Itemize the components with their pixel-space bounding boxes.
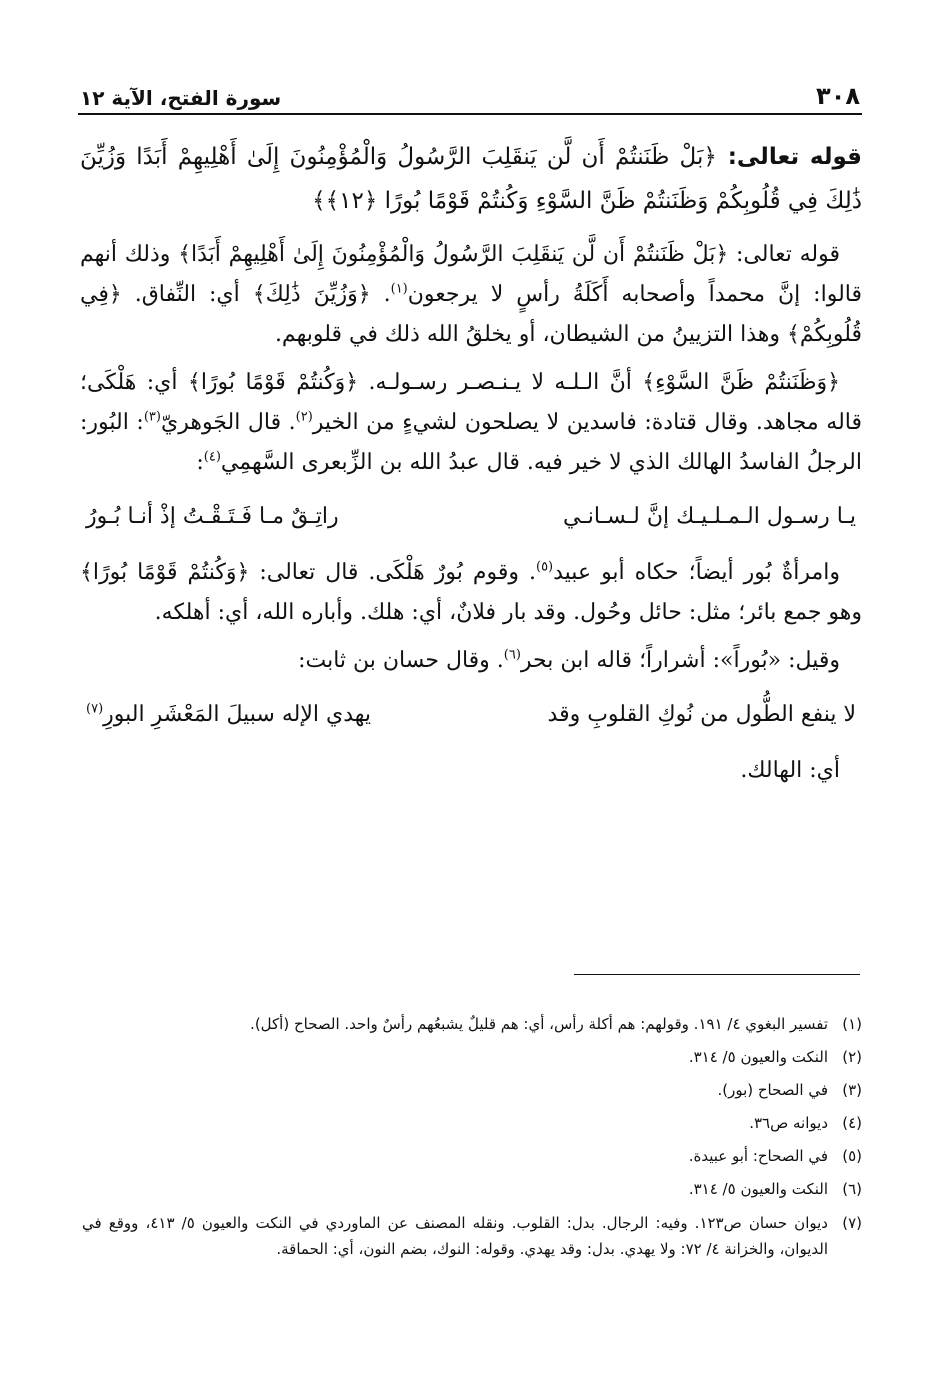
paragraph-2	[80, 363, 862, 483]
paragraph-1-text-a: قوله تعالى: ﴿بَلْ ظَنَنتُمْ أَن لَّن يَنقَلِبَ الرَّسُولُ وَالْمُؤْمِنُونَ إِلَىٰ أَهْلِيهِمْ أَبَدًا﴾ وذلك أنهم قالوا: إنَّ محمداً وأصحابه أَكَلَةُ رأسٍ لا يرجعون	[80, 242, 862, 307]
poetry-verse-2	[80, 695, 862, 735]
verse-1-second-hemistich: راتِـقٌ مـا فَـتَـقْـتُ إذْ أنـا بُـورُ	[86, 504, 339, 529]
footnote-ref-6: (٦)	[503, 647, 521, 663]
lead-verse	[80, 135, 862, 223]
footnote-5	[82, 1140, 862, 1173]
paragraph-4-text-b: . وقال حسان بن ثابت:	[298, 648, 504, 673]
footnote-text: النكت والعيون ٥/ ٣١٤.	[688, 1180, 828, 1198]
paragraph-3	[80, 553, 862, 633]
footnote-6	[82, 1173, 862, 1206]
footnotes	[82, 1008, 862, 1262]
paragraph-2-text-b: . قال الجَوهريّ	[160, 410, 296, 435]
verse-2-second-hemistich	[86, 695, 371, 735]
paragraph-1	[80, 235, 862, 355]
paragraph-5: أي: الهالك.	[740, 758, 840, 783]
paragraph-1-text-b: . ﴿وَزُيِّنَ ذَٰلِكَ﴾ أي: النِّفاق. ﴿فِي قُلُوبِكُمْ﴾ وهذا التزيينُ من الشيطان، أو يخلقُ الله ذلك في قلوبهم.	[80, 282, 862, 347]
header-rule	[78, 113, 862, 115]
page-number: ٣٠٨	[816, 82, 860, 110]
footnote-text: في الصحاح: أبو عبيدة.	[688, 1147, 828, 1165]
poetry-verse-1	[80, 497, 862, 537]
footnote-ref-3: (٣)	[143, 409, 161, 425]
paragraph-4	[80, 641, 862, 681]
footnote-text: تفسير البغوي ٤/ ١٩١. وقولهم: هم أكلة رأس، أي: هم قليلٌ يشبعُهم رأسٌ واحد. الصحاح (أكل).	[250, 1015, 828, 1033]
footnote-number: (٢)	[842, 1048, 862, 1066]
paragraph-3-text-b: . وقوم بُورٌ هَلْكَى. قال تعالى: ﴿وَكُنتُمْ قَوْمًا بُورًا﴾ وهو جمع بائر؛ مثل: حائل وحُول. وقد بار فلانٌ، أي: هلك. وأباره الله، أي: أهلكه.	[80, 560, 862, 625]
footnote-text: ديوان حسان ص١٢٣. وفيه: الرجال. بدل: القلوب. ونقله المصنف عن الماوردي في النكت والعيون ٥/ ٤١٣، ووقع في الديوان، والخزانة ٤/ ٧٢: ولا يهدي. بدل: وقد يهدي. وقوله: النوك، بضم النون، أي: الحماقة.	[82, 1214, 828, 1258]
paragraph-2-text-c: : البُور: الرجلُ الفاسدُ الهالك الذي لا خير فيه. قال عبدُ الله بن الزِّبعرى السَّهمِي	[80, 410, 862, 475]
footnote-number: (٤)	[842, 1114, 862, 1132]
footnote-text: في الصحاح (بور).	[717, 1081, 828, 1099]
paragraph-3-text-a: وامرأةٌ بُور أيضاً؛ حكاه أبو عبيد	[553, 560, 841, 585]
footnote-separator	[574, 974, 860, 975]
running-title: سورة الفتح، الآية ١٢	[80, 86, 282, 110]
footnote-2	[82, 1041, 862, 1074]
footnote-ref-4: (٤)	[203, 449, 221, 465]
footnote-number: (٦)	[842, 1180, 862, 1198]
footnote-text: النكت والعيون ٥/ ٣١٤.	[688, 1048, 828, 1066]
footnote-text: ديوانه ص٣٦.	[749, 1114, 828, 1132]
footnote-3	[82, 1074, 862, 1107]
footnote-number: (٣)	[842, 1081, 862, 1099]
footnote-number: (٧)	[842, 1214, 862, 1232]
footnote-4	[82, 1107, 862, 1140]
verse-2-first-hemistich: لا ينفع الطُّول من نُوكِ القلوبِ وقد	[547, 702, 856, 727]
footnote-1	[82, 1008, 862, 1041]
paragraph-4-text-a: وقيل: «بُوراً»: أشراراً؛ قاله ابن بحر	[520, 648, 840, 673]
footnote-number: (١)	[842, 1015, 862, 1033]
footnote-ref-5: (٥)	[535, 559, 554, 575]
quran-ayah: ﴿بَلْ ظَنَنتُمْ أَن لَّن يَنقَلِبَ الرَّسُولُ وَالْمُؤْمِنُونَ إِلَىٰ أَهْلِيهِمْ أَبَدًا وَزُيِّنَ ذَٰلِكَ فِي قُلُوبِكُمْ وَظَنَنتُمْ ظَنَّ السَّوْءِ وَكُنتُمْ قَوْمًا بُورًا ﴿١٢﴾﴾	[80, 144, 862, 214]
footnote-ref-7: (٧)	[86, 701, 104, 717]
verse-2-second-text: يهدي الإله سبيلَ المَعْشَرِ البورِ	[103, 702, 372, 727]
footnote-ref-1: (١)	[390, 281, 408, 297]
footnote-ref-2: (٢)	[295, 409, 313, 425]
footnote-number: (٥)	[842, 1147, 862, 1165]
paragraph-2-text-d: :	[196, 450, 204, 475]
page-header	[80, 70, 860, 110]
main-text	[80, 135, 862, 799]
lead-label: قوله تعالى:	[727, 144, 862, 170]
verse-1-first-hemistich: يـا رسـول الـمـلـيـك إنَّ لـسـانـي	[563, 504, 856, 529]
footnote-7	[82, 1210, 862, 1262]
paragraph-2-text-a: ﴿وَظَنَنتُمْ ظَنَّ السَّوْءِ﴾ أنَّ الـلـه لا يـنـصـر رسـولـه. ﴿وَكُنتُمْ قَوْمًا بُورًا﴾ أي: هَلْكَى؛ قاله مجاهد. وقال قتادة: فاسدين لا يصلحون لشيءٍ من الخير	[80, 370, 862, 435]
